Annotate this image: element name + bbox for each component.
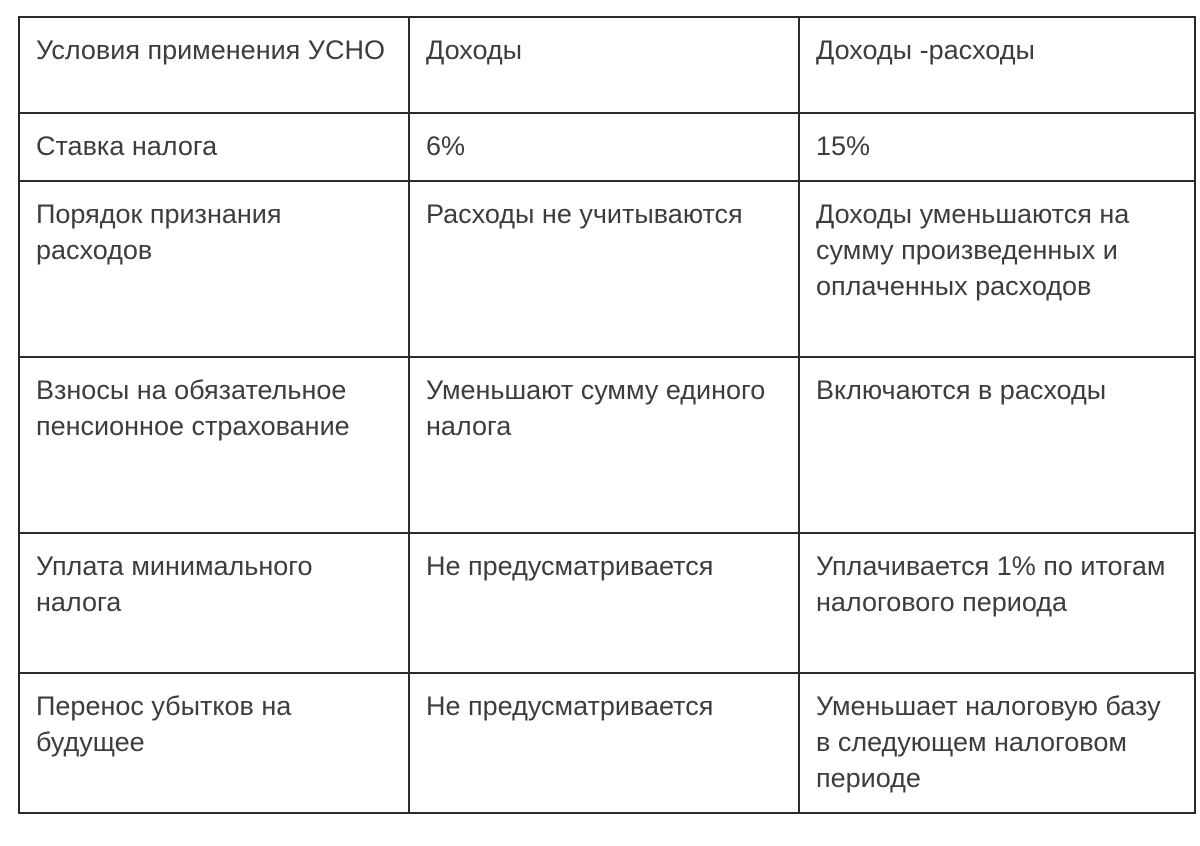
table-row (19, 357, 1195, 533)
income-minus-expenses-cell: Доходы уменьшаются на сумму произведенных и оплаченных расходов (799, 181, 1195, 357)
table-row (19, 673, 1195, 813)
header-cell-conditions: Условия применения УСНО (19, 17, 409, 113)
table-header-row (19, 17, 1195, 113)
row-label-cell: Перенос убытков на будущее (19, 673, 409, 813)
income-cell: Не предусматривается (409, 533, 799, 673)
row-label-cell: Уплата минимального налога (19, 533, 409, 673)
table-row (19, 181, 1195, 357)
table-row (19, 533, 1195, 673)
usn-comparison-table (18, 16, 1196, 814)
header-cell-income: Доходы (409, 17, 799, 113)
income-minus-expenses-cell: 15% (799, 113, 1195, 181)
income-cell: 6% (409, 113, 799, 181)
row-label-cell: Порядок признания расходов (19, 181, 409, 357)
row-label-cell: Взносы на обязательное пенсионное страхование (19, 357, 409, 533)
income-cell: Не предусматривается (409, 673, 799, 813)
income-cell: Расходы не учитываются (409, 181, 799, 357)
row-label-cell: Ставка налога (19, 113, 409, 181)
income-minus-expenses-cell: Уплачивается 1% по итогам налогового периода (799, 533, 1195, 673)
income-cell: Уменьшают сумму единого налога (409, 357, 799, 533)
table-row (19, 113, 1195, 181)
income-minus-expenses-cell: Уменьшает налоговую базу в следующем налоговом периоде (799, 673, 1195, 813)
income-minus-expenses-cell: Включаются в расходы (799, 357, 1195, 533)
header-cell-income-minus-expenses: Доходы -расходы (799, 17, 1195, 113)
